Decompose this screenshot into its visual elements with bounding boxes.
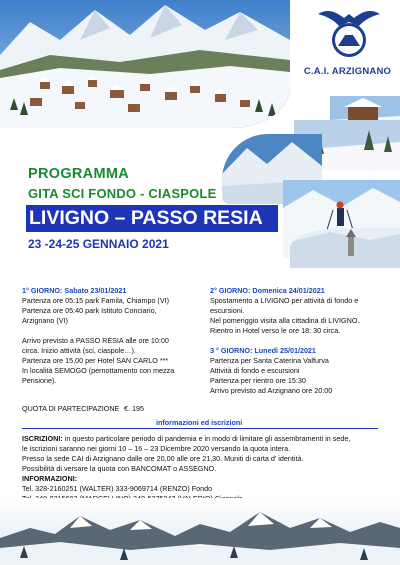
day1-line: Partenza ore 15,00 per Hotel SAN CARLO ***	[22, 356, 169, 365]
day1-line: Partenza ore 05:15 park Famila, Chiampo (VI)	[22, 296, 170, 305]
iscrizioni-text: in questo particolare periodo di pandemia e in modo di limitare gli assembramenti in sede,	[62, 434, 351, 443]
quota-label: QUOTA DI PARTECIPAZIONE	[22, 404, 120, 413]
day3-line: Partenza per Santa Caterina Valfurva	[210, 356, 329, 365]
day3-line: Attività di fondo e escursioni	[210, 366, 300, 375]
informazioni-label: INFORMAZIONI:	[22, 474, 78, 483]
day3-line: Arrivo previsto ad Arzignano ore 20:00	[210, 386, 333, 395]
info-heading: informazioni ed iscrizioni	[156, 418, 243, 427]
day1-line: circa. Inizio attività (sci, ciaspole…).	[22, 346, 136, 355]
day2-line: Rientro in Hotel verso le ore 18: 30 circa.	[210, 326, 341, 335]
iscrizioni-label: ISCRIZIONI:	[22, 434, 63, 443]
day1-line: Arzignano (VI)	[22, 316, 68, 325]
contact-line-fondo: Tel. 328-2160251 (WALTER) 333-9069714 (RENZO) Fondo	[22, 484, 213, 493]
iscrizioni-line: le iscrizioni saranno nei giorni 10 – 16 – 23 Dicembre 2020 versando la quota intera.	[22, 444, 291, 453]
day1-line: In località SEMOGO (pernottamento con mezza	[22, 366, 175, 375]
iscrizioni-line: Presso la sede CAI di Arzignano dalle ore 20,00 alle ore 21,30. Muniti di carta d' identità.	[22, 454, 304, 463]
day2-line: Spostamento a LIVIGNO per attività di fondo e	[210, 296, 359, 305]
iscrizioni-line	[22, 434, 350, 444]
day2-line: Nel pomeriggio visita alla cittadina di LIVIGNO.	[210, 316, 360, 325]
destination-banner: LIVIGNO – PASSO RESIA	[26, 205, 278, 232]
trip-type-title: GITA SCI FONDO - CIASPOLE	[28, 186, 217, 201]
header-photo-village	[0, 0, 290, 128]
trip-dates: 23 -24-25 GENNAIO 2021	[28, 237, 169, 251]
quota-value: €. 195	[124, 404, 144, 413]
programma-title: PROGRAMMA	[28, 166, 129, 182]
day2-heading: 2° GIORNO: Domenica 24/01/2021	[210, 286, 325, 295]
cai-logo	[314, 4, 384, 62]
footer-photo-mountains	[0, 498, 400, 565]
day1-line: Pensione).	[22, 376, 57, 385]
photo-resia-bell-tower	[290, 228, 400, 268]
info-divider	[22, 428, 378, 429]
iscrizioni-line: Possibilità di versare la quota con BANCOMAT o ASSEGNO.	[22, 464, 217, 473]
day3-heading: 3 ° GIORNO: Lunedì 25/01/2021	[210, 346, 316, 355]
day1-line: Partenza ore 05:40 park Istituto Conciario,	[22, 306, 157, 315]
day2-line: escursioni.	[210, 306, 245, 315]
club-name: C.A.I. ARZIGNANO	[303, 66, 392, 77]
day1-line: Arrivo previsto a PASSO RESIA alle ore 10:00	[22, 336, 169, 345]
day3-line: Partenza per rientro ore 15:30	[210, 376, 306, 385]
day1-heading: 1° GIORNO: Sabato 23/01/2021	[22, 286, 127, 295]
